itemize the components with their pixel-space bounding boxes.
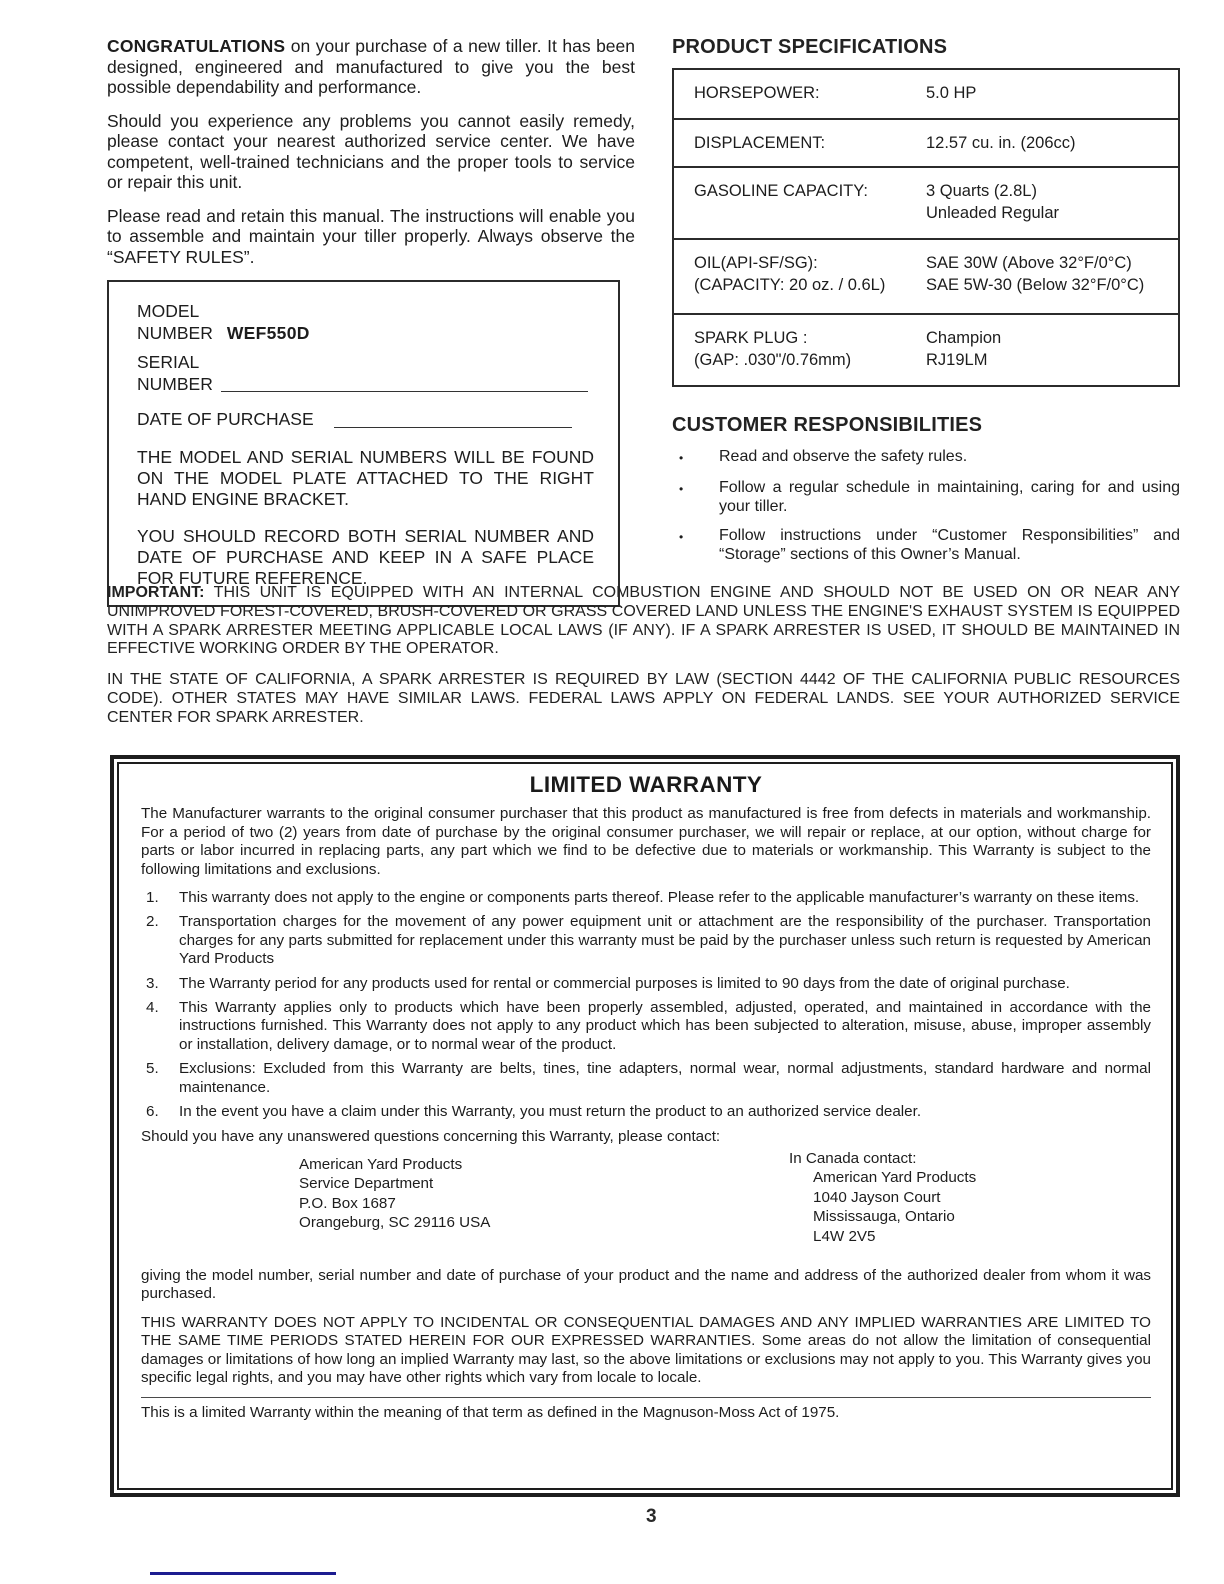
list-item	[672, 526, 1180, 565]
list-item	[672, 478, 1180, 517]
customer-responsibilities-list	[672, 447, 1180, 565]
magnuson-moss-line: This is a limited Warranty within the meaning of that term as defined in the Magnuson-Moss Act of 1975.	[141, 1404, 840, 1422]
spec-value: 12.57 cu. in. (206cc)	[926, 134, 1076, 152]
intro-paragraph-1	[107, 36, 635, 98]
warranty-item-6	[141, 1103, 1151, 1121]
intro-paragraph-1-text: on your purchase of a new tiller. It has been designed, engineered and manufactured to give you the best possible dependability and performance.	[107, 36, 635, 97]
spec-row-spark-plug	[674, 313, 1178, 385]
warranty-contact-intro: Should you have any unanswered questions concerning this Warranty, please contact:	[141, 1127, 721, 1145]
warranty-item-2	[141, 913, 1151, 968]
spec-value-line2: SAE 5W-30 (Below 32°F/0°C)	[926, 276, 1145, 294]
spec-value: 3 Quarts (2.8L)	[926, 182, 1037, 200]
warranty-item-5	[141, 1060, 1151, 1097]
address-line: Service Department	[299, 1175, 434, 1193]
spec-row-displacement	[674, 118, 1178, 166]
model-label: MODEL	[137, 301, 200, 321]
date-of-purchase-line	[137, 409, 594, 431]
spec-label: SPARK PLUG :	[694, 329, 808, 347]
important-notice	[107, 584, 1180, 740]
item-number: 4.	[146, 999, 159, 1017]
spec-row-horsepower	[674, 70, 1178, 118]
address-line: Orangeburg, SC 29116 USA	[299, 1214, 491, 1232]
date-of-purchase-label: DATE OF PURCHASE	[137, 409, 314, 429]
important-text: THIS UNIT IS EQUIPPED WITH AN INTERNAL COMBUSTION ENGINE AND SHOULD NOT BE USED ON OR NEAR ANY UNIMPROVED FOREST-COVERED, BRUSH-COVERED OR GRASS COVERED LAND UNLESS THE ENGINE'S EXHAUST SYSTEM IS EQUIPPED WITH A SPARK ARRESTER MEETING APPLICABLE LOCAL LAWS (IF ANY). IF A SPARK ARRESTER IS USED, IT SHOULD BE MAINTAINED IN EFFECTIVE WORKING ORDER BY THE OPERATOR.	[107, 584, 1181, 658]
item-text: In the event you have a claim under this Warranty, you must return the product to an authorized service dealer.	[179, 1103, 922, 1121]
model-box-note-2: YOU SHOULD RECORD BOTH SERIAL NUMBER AND DATE OF PURCHASE AND KEEP IN A SAFE PLACE FOR FUTURE REFERENCE.	[137, 525, 594, 588]
responsibility-text: Follow instructions under “Customer Responsibilities” and “Storage” sections of this Owner’s Manual.	[719, 526, 1180, 563]
item-text: Transportation charges for the movement of any power equipment unit or attachment are the responsibility of the purchaser. Transportation charges for any parts submitted for replacement under this warranty must be paid by the purchaser unless such return is requested by American Yard Products	[179, 913, 1151, 968]
address-line: 1040 Jayson Court	[813, 1188, 941, 1206]
item-text: This warranty does not apply to the engine or components parts thereof. Please refer to the applicable manufacturer’s warranty on these items.	[179, 889, 1140, 907]
important-paragraph-1	[107, 584, 1180, 659]
bullet-icon: •	[679, 529, 684, 544]
important-paragraph-2: IN THE STATE OF CALIFORNIA, A SPARK ARRESTER IS REQUIRED BY LAW (SECTION 4442 OF THE CALIFORNIA PUBLIC RESOURCES CODE). OTHER STATES MAY HAVE SIMILAR LAWS. FEDERAL LAWS APPLY ON FEDERAL LANDS. SEE YOUR AUTHORIZED SERVICE CENTER FOR SPARK ARRESTER.	[107, 671, 1180, 726]
model-number-value: WEF550D	[226, 322, 310, 343]
canada-address	[789, 1149, 976, 1247]
list-item	[672, 447, 1180, 469]
warranty-disclaimer: THIS WARRANTY DOES NOT APPLY TO INCIDENTAL OR CONSEQUENTIAL DAMAGES AND ANY IMPLIED WARRANTIES ARE LIMITED TO THE SAME TIME PERIODS STATED HEREIN FOR OUR EXPRESSED WARRANTIES. Some areas do not allow the limitation of consequential damages or limitations of how long an implied Warranty may last, so the above limitations or exclusions may not apply to you. This Warranty gives you specific legal rights, and you may have other rights which vary from locale to locale.	[141, 1313, 1151, 1386]
spec-value-line2: Unleaded Regular	[926, 204, 1060, 222]
intro-column	[107, 36, 635, 607]
product-specifications-title: PRODUCT SPECIFICATIONS	[672, 36, 948, 58]
responsibility-text: Follow a regular schedule in maintaining, caring for and using your tiller.	[719, 478, 1180, 515]
warranty-item-4	[141, 999, 1151, 1054]
spec-value: SAE 30W (Above 32°F/0°C)	[926, 254, 1132, 272]
spec-value: 5.0 HP	[926, 84, 977, 102]
serial-label: SERIAL	[137, 352, 200, 372]
warranty-divider	[141, 1397, 1151, 1398]
number-label: NUMBER	[137, 322, 213, 343]
item-number: 1.	[146, 889, 159, 907]
important-label: IMPORTANT:	[107, 584, 205, 601]
date-of-purchase-blank	[334, 410, 572, 428]
warranty-item-1	[141, 889, 1151, 907]
contact-addresses	[141, 1149, 1151, 1259]
address-line: P.O. Box 1687	[299, 1194, 396, 1212]
spec-label-line2: (CAPACITY: 20 oz. / 0.6L)	[694, 276, 886, 294]
address-line: American Yard Products	[299, 1155, 463, 1173]
customer-responsibilities-title: CUSTOMER RESPONSIBILITIES	[672, 414, 983, 436]
bullet-icon: •	[679, 481, 684, 496]
spec-row-oil	[674, 238, 1178, 313]
model-box-note-1: THE MODEL AND SERIAL NUMBERS WILL BE FOUND ON THE MODEL PLATE ATTACHED TO THE RIGHT HAND ENGINE BRACKET.	[137, 446, 594, 509]
item-text: Exclusions: Excluded from this Warranty are belts, tines, tine adapters, normal wear, normal adjustments, standard hardware and normal maintenance.	[179, 1060, 1151, 1096]
page-number: 3	[646, 1506, 657, 1527]
model-serial-box	[107, 280, 620, 607]
spec-row-gasoline-capacity	[674, 166, 1178, 238]
item-number: 6.	[146, 1103, 159, 1121]
address-line: Mississauga, Ontario	[813, 1208, 955, 1226]
address-line: American Yard Products	[813, 1169, 977, 1187]
spec-label-line2: (GAP: .030"/0.76mm)	[694, 351, 852, 369]
spec-label: GASOLINE CAPACITY:	[694, 182, 868, 200]
bottom-blue-line	[150, 1572, 336, 1575]
serial-number-label: NUMBER	[137, 373, 213, 394]
limited-warranty-box	[110, 755, 1180, 1497]
warranty-intro: The Manufacturer warrants to the original consumer purchaser that this product as manufactured is free from defects in materials and workmanship. For a period of two (2) years from date of purchase by the original consumer purchaser, we will repair or replace, at our option, without charge for parts or labor incurred in replacing parts, any part which we find to be defective due to materials or workmanship. This Warranty is subject to the following limitations and exclusions.	[141, 805, 1151, 878]
specs-column	[672, 36, 1180, 574]
responsibility-text: Read and observe the safety rules.	[719, 448, 968, 465]
warranty-giving-paragraph: giving the model number, serial number and date of purchase of your product and the name and address of the authorized dealer from whom it was purchased.	[141, 1266, 1151, 1303]
spec-label: OIL(API-SF/SG):	[694, 254, 818, 272]
item-number: 5.	[146, 1060, 159, 1078]
intro-paragraph-3: Please read and retain this manual. The instructions will enable you to assemble and maintain your tiller properly. Always observe the “SAFETY RULES”.	[107, 205, 635, 267]
spec-value: Champion	[926, 329, 1002, 347]
warranty-item-3	[141, 975, 1151, 993]
bullet-icon: •	[679, 451, 684, 465]
item-number: 3.	[146, 974, 159, 992]
serial-number-line	[137, 374, 594, 396]
limited-warranty-title: LIMITED WARRANTY	[529, 772, 763, 797]
item-text: This Warranty applies only to products which have been properly assembled, adjusted, operated, and maintained in accordance with the instructions furnished. This Warranty does not apply to any product which has been subjected to alteration, misuse, abuse, improper assembly or installation, delivery damage, or to normal wear of the product.	[179, 999, 1151, 1053]
item-text: The Warranty period for any products used for rental or commercial purposes is limited to 90 days from the date of original purchase.	[179, 974, 1070, 992]
spec-label: HORSEPOWER:	[694, 84, 820, 102]
spec-label: DISPLACEMENT:	[694, 134, 826, 152]
us-address	[299, 1155, 1151, 1233]
spec-value-line2: RJ19LM	[926, 351, 988, 369]
model-number-line	[137, 323, 594, 345]
item-number: 2.	[146, 913, 159, 931]
address-line: L4W 2V5	[813, 1227, 876, 1245]
intro-paragraph-2: Should you experience any problems you cannot easily remedy, please contact your nearest authorized service center. We have competent, well-trained technicians and the proper tools to service or repair this unit.	[107, 110, 635, 192]
congratulations-label: CONGRATULATIONS	[107, 36, 286, 56]
serial-number-blank	[221, 374, 588, 392]
canada-contact-label: In Canada contact:	[789, 1149, 917, 1167]
product-specifications-table	[672, 68, 1180, 387]
